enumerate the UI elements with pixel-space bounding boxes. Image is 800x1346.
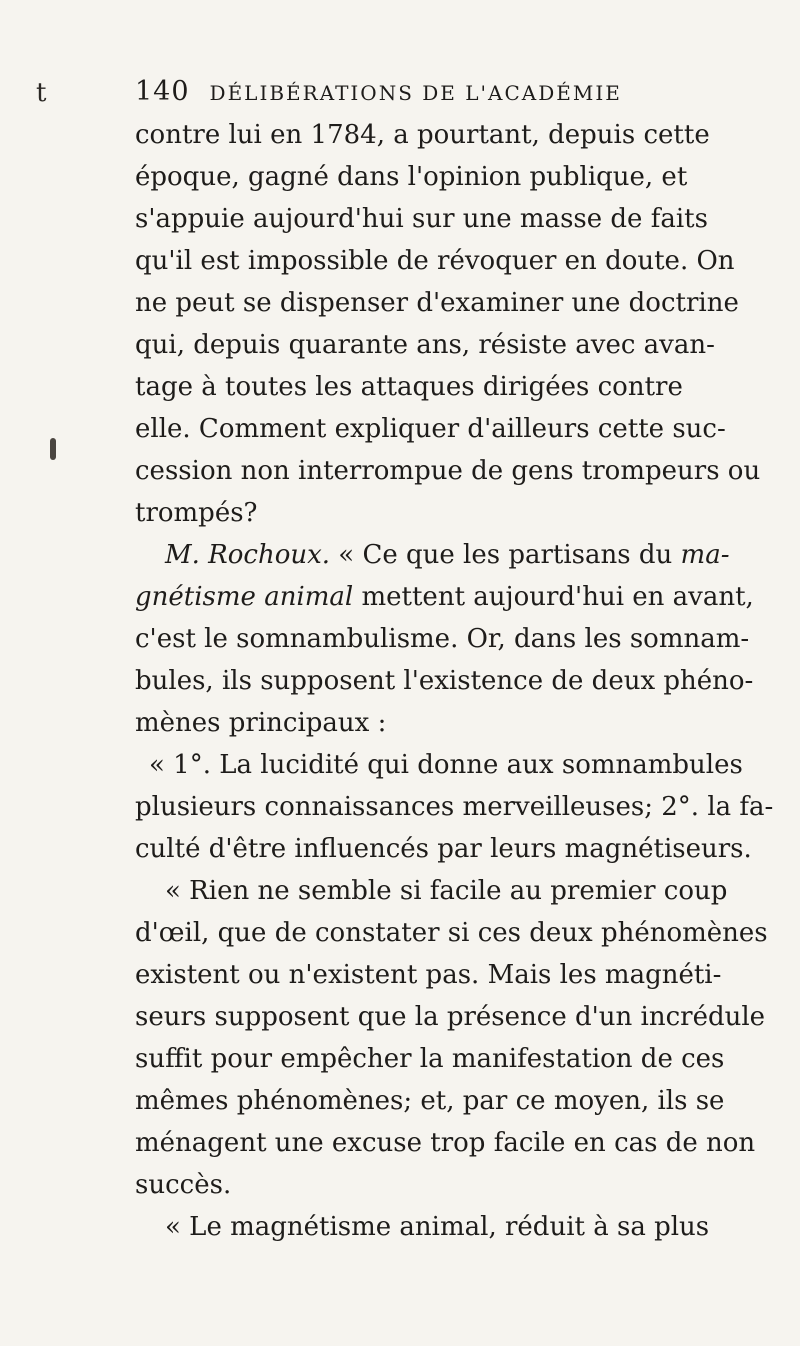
text-line: époque, gagné dans l'opinion publique, et (135, 162, 688, 192)
text-line: ne peut se dispenser d'examiner une doctrine (135, 288, 739, 318)
text-line: d'œil, que de constater si ces deux phénomènes (135, 918, 768, 948)
text-line: c'est le somnambulisme. Or, dans les somnam- (135, 624, 750, 654)
text-line: « 1°. La lucidité qui donne aux somnambules (149, 750, 743, 780)
text-line: ménagent une excuse trop facile en cas de non (135, 1128, 756, 1158)
quote-text: mettent aujourd'hui en avant, (353, 582, 754, 612)
text-line: culté d'être influencés par leurs magnétiseurs. (135, 834, 752, 864)
emphasis-text: gnétisme animal (135, 582, 354, 612)
speaker-line (135, 534, 730, 576)
text-line (135, 576, 754, 618)
text-line: existent ou n'existent pas. Mais les magnéti- (135, 960, 722, 990)
text-line: contre lui en 1784, a pourtant, depuis cette (135, 120, 710, 150)
text-line: bules, ils supposent l'existence de deux phéno- (135, 666, 754, 696)
text-line: seurs supposent que la présence d'un incrédule (135, 1002, 766, 1032)
running-head-title: DÉLIBÉRATIONS DE L'ACADÉMIE (209, 81, 622, 105)
text-line: elle. Comment expliquer d'ailleurs cette suc- (135, 414, 726, 444)
quote-text: « Ce que les partisans du (330, 540, 681, 570)
text-line: tage à toutes les attaques dirigées contre (135, 372, 683, 402)
running-head (135, 76, 695, 107)
ink-blot-mark (50, 438, 56, 460)
text-line: qu'il est impossible de révoquer en doute. On (135, 246, 735, 276)
text-line: mènes principaux : (135, 708, 387, 738)
text-line: plusieurs connaissances merveilleuses; 2°. la fa- (135, 792, 774, 822)
page-number: 140 (135, 76, 190, 107)
page-margin-mark: t (36, 78, 47, 108)
text-line: succès. (135, 1170, 232, 1200)
text-line: qui, depuis quarante ans, résiste avec avan- (135, 330, 715, 360)
text-line: s'appuie aujourd'hui sur une masse de faits (135, 204, 708, 234)
emphasis-text: ma- (680, 540, 730, 570)
text-line: « Rien ne semble si facile au premier coup (165, 876, 728, 906)
speaker-name: M. Rochoux. (165, 540, 331, 570)
text-line: trompés? (135, 498, 258, 528)
text-line: mêmes phénomènes; et, par ce moyen, ils se (135, 1086, 725, 1116)
body-text (135, 114, 774, 1248)
text-line: cession non interrompue de gens trompeurs ou (135, 456, 761, 486)
text-line: suffit pour empêcher la manifestation de ces (135, 1044, 725, 1074)
text-line: « Le magnétisme animal, réduit à sa plus (165, 1212, 710, 1242)
